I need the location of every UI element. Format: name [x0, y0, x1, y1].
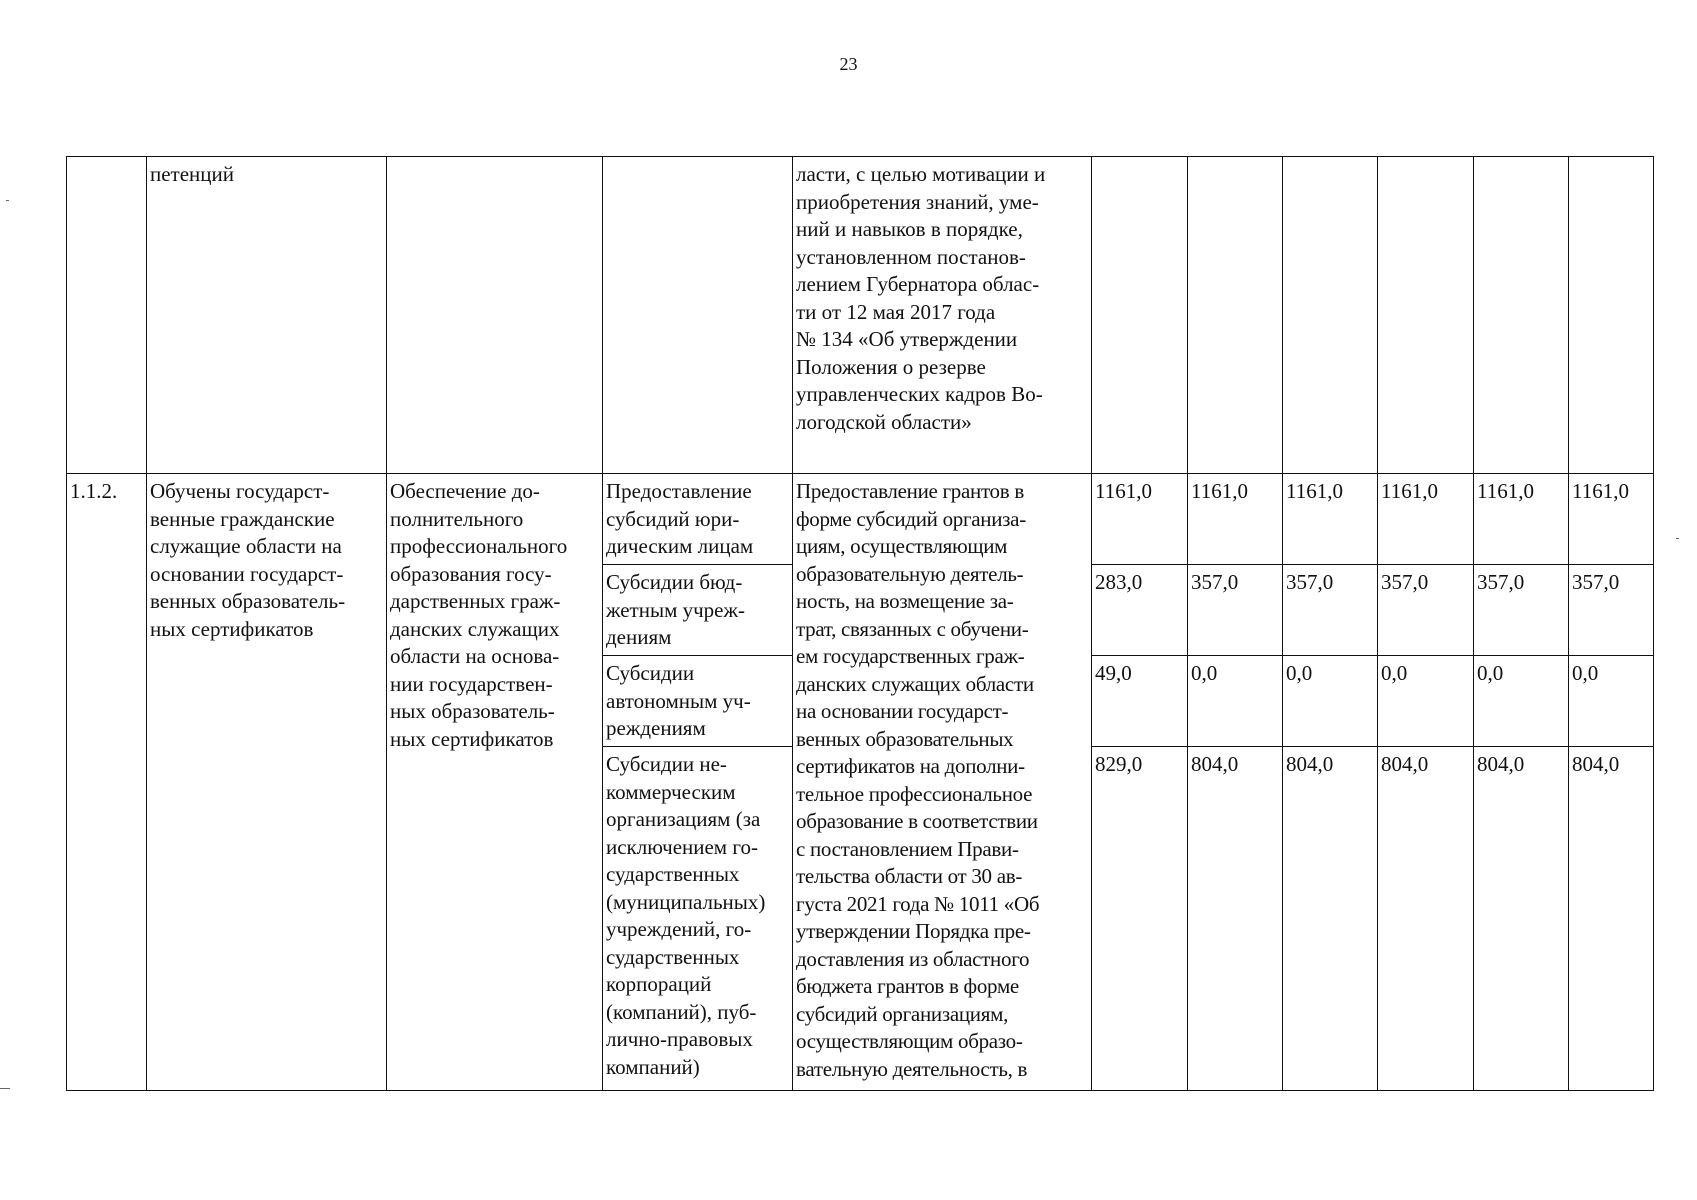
value-cell: 0,0: [1283, 656, 1378, 747]
number-cell: [67, 157, 147, 474]
value-cell: 829,0: [1092, 747, 1188, 1091]
measure-cell: Обеспечение до- полнительного профессионального образования госу- дарственных граж- данских служащих области на основа- нии государствен- ных образователь- ных сертификатов: [387, 474, 603, 1091]
table-row: [67, 474, 1654, 565]
value-cell: 0,0: [1474, 656, 1569, 747]
description-cell: ласти, с целью мотивации и приобретения знаний, уме- ний и навыков в порядке, установленном постанов- лением Губернатора облас- ти от 12 мая 2017 года № 134 «Об утверждении Положения о резерве управленческих кадров Во- логодской области»: [793, 157, 1092, 474]
value-cell: 804,0: [1188, 747, 1283, 1091]
table-row-continued: [67, 157, 1654, 474]
result-cell: петенций: [147, 157, 387, 474]
scan-speck: [0, 1088, 10, 1089]
result-cell: Обучены государст- венные гражданские служащие области на основании государст- венных образователь- ных сертификатов: [147, 474, 387, 1091]
value-cell: 357,0: [1378, 565, 1474, 656]
value-cell: 357,0: [1188, 565, 1283, 656]
value-cell: 1161,0: [1283, 474, 1378, 565]
value-cell: 804,0: [1378, 747, 1474, 1091]
program-table: [66, 156, 1654, 1091]
value-cell: 357,0: [1283, 565, 1378, 656]
value-cell: [1188, 157, 1283, 474]
value-cell: 357,0: [1474, 565, 1569, 656]
measure-cell: [387, 157, 603, 474]
value-cell: 357,0: [1569, 565, 1654, 656]
value-cell: 283,0: [1092, 565, 1188, 656]
value-cell: 1161,0: [1569, 474, 1654, 565]
value-cell: [1092, 157, 1188, 474]
value-cell: 804,0: [1474, 747, 1569, 1091]
value-cell: [1569, 157, 1654, 474]
row-number: 1.1.2.: [67, 474, 147, 1091]
subsidy-type-cell: Субсидии не- коммерческим организациям (за исключением го- сударственных (муниципальных) учреждений, го- сударственных корпораций (компаний), пуб- лично-правовых компаний): [603, 747, 793, 1091]
value-cell: 0,0: [1378, 656, 1474, 747]
value-cell: 1161,0: [1188, 474, 1283, 565]
value-cell: 49,0: [1092, 656, 1188, 747]
value-cell: 0,0: [1569, 656, 1654, 747]
value-cell: 1161,0: [1092, 474, 1188, 565]
page-number: 23: [839, 54, 858, 74]
value-cell: 0,0: [1188, 656, 1283, 747]
value-cell: 1161,0: [1378, 474, 1474, 565]
subsidy-type-cell: Субсидии автономным уч- реждениям: [603, 656, 793, 747]
value-cell: 1161,0: [1474, 474, 1569, 565]
scan-speck: [6, 200, 9, 201]
subsidy-type-cell: [603, 157, 793, 474]
description-cell: Предоставление грантов в форме субсидий организа- циям, осуществляющим образовательную деятель- ность, на возмещение за- трат, связанных с обучени- ем государственных граж- данских служащих области на основании государст- венных образовательных сертификатов на дополни- тельное профессиональное образование в соответствии с постановлением Прави- тельства области от 30 ав- густа 2021 года № 1011 «Об утверждении Порядка пре- доставления из областного бюджета грантов в форме субсидий организациям, осуществляющим образо- вательную деятельность, в: [793, 474, 1092, 1091]
value-cell: [1283, 157, 1378, 474]
value-cell: 804,0: [1283, 747, 1378, 1091]
subsidy-type-cell: Субсидии бюд- жетным учреж- дениям: [603, 565, 793, 656]
subsidy-type-cell: Предоставление субсидий юри- дическим лицам: [603, 474, 793, 565]
value-cell: [1378, 157, 1474, 474]
value-cell: 804,0: [1569, 747, 1654, 1091]
value-cell: [1474, 157, 1569, 474]
scan-speck: [1676, 538, 1679, 539]
